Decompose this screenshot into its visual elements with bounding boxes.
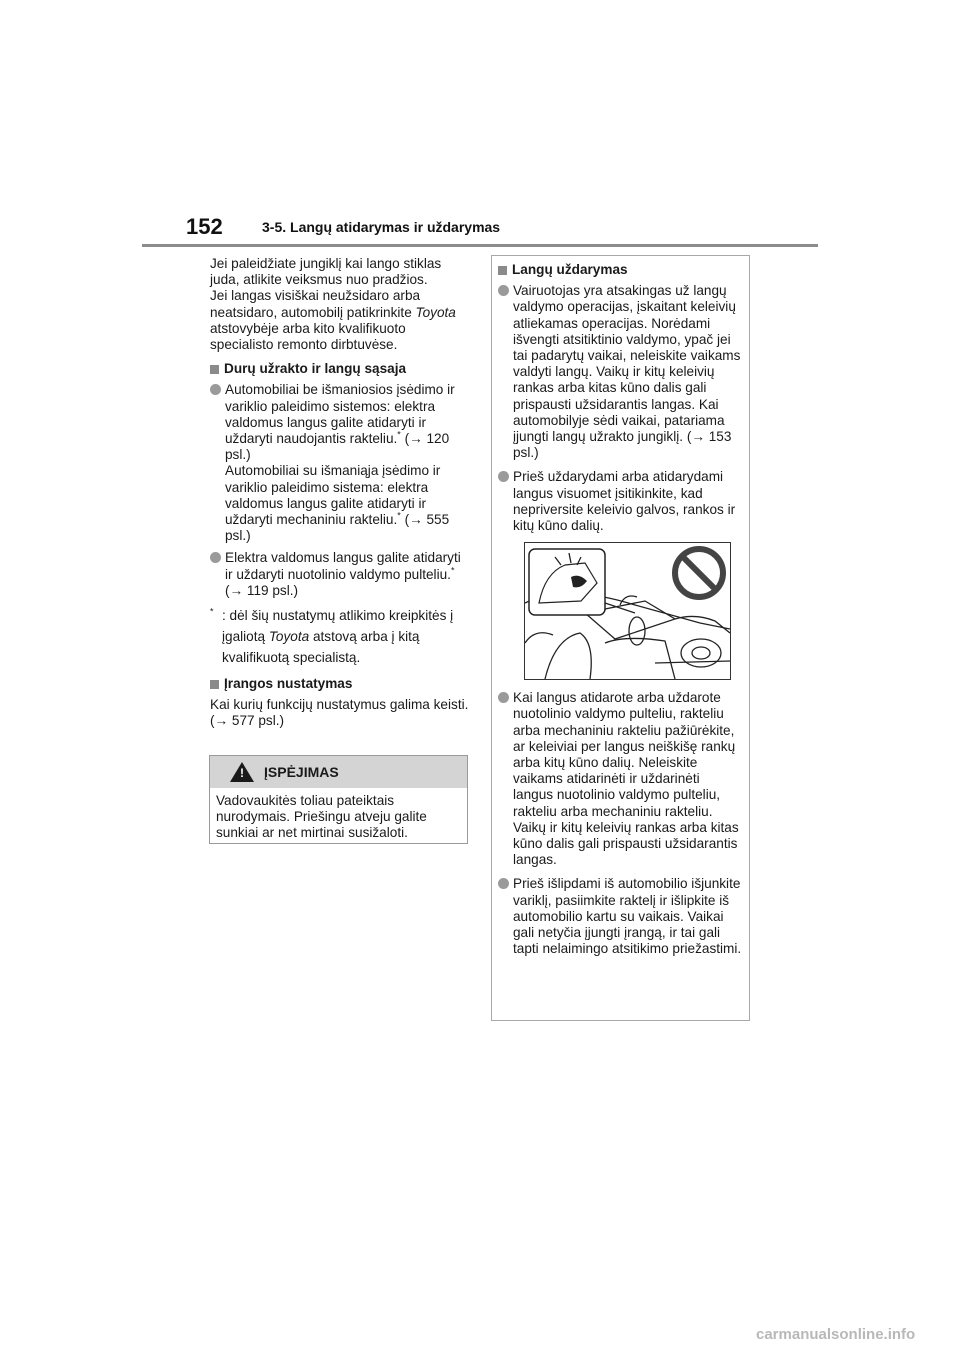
paren: ( xyxy=(686,429,692,445)
warning-body: Vadovaukitės toliau pateiktais nurodymais. Priešingu atveju galite sunkiai ar net mirtinai susižaloti. xyxy=(216,793,427,841)
page-ref-link[interactable]: 120 psl.) xyxy=(225,431,450,463)
car-interior-drawing xyxy=(525,543,730,679)
heading-setup xyxy=(210,676,472,692)
page-ref-link[interactable]: 119 psl.) xyxy=(246,582,299,598)
bullet-text: Vairuotojas yra atsakingas už langų valdymo operacijas, įskaitant keleivių atliekamas operacijas. Norėdami išvengti atsitiktinio valdymo, ypač jei tai padarytų vaikai, neleiskite vaikams valdyti langų. Vaikų ir kitų keleivių rankas arba kitas kūno dalis gali prispausti užsidarantis langas. Kai automobilyje sėdi vaikai, patariama įjungti langų užrakto jungiklį. xyxy=(513,283,741,445)
bullet-text: Prieš uždarydami arba atidarydami langus visuomet įsitikinkite, kad nepriversite keleivio galvos, rankos ir kitų kūno dalių. xyxy=(513,469,736,534)
footnote-post: atstovą arba į kitą kvalifikuotą specialistą. xyxy=(222,629,420,666)
setup-text: Kai kurių funkcijų nustatymus galima keisti. xyxy=(210,697,469,713)
heading-closing-text: Langų uždarymas xyxy=(512,262,628,277)
bullet-check-passengers xyxy=(498,469,743,534)
warning-icon-glyph: ! xyxy=(240,766,244,780)
arrow-icon: → xyxy=(214,713,229,729)
bullet-dot-icon xyxy=(498,471,509,482)
footnote-star: * xyxy=(397,510,401,521)
bullet-remote-warning xyxy=(498,690,743,868)
site-watermark: carmanualsonline.info xyxy=(756,1326,916,1343)
intro2-post: atstovybėje arba kito kvalifikuoto specialisto remonto dirbtuvėse. xyxy=(210,320,406,353)
intro2-text: Jei langas visiškai neužsidaro arba neatsidaro, automobilį patikrinkite xyxy=(210,288,421,320)
bullet-text: Automobiliai su išmaniąja įsėdimo ir variklio paleidimo sistema: elektra valdomus langus galite atidaryti ir uždaryti mechaniniu rakteliu. xyxy=(225,463,441,528)
warning-triangle-icon xyxy=(230,762,254,782)
intro-text: Jei paleidžiate jungiklį kai lango stiklas juda, atlikite veiksmus nuo pradžios. xyxy=(210,256,442,288)
arrow-icon: → xyxy=(409,431,423,447)
footnote-text: : dėl šių nustatymų atlikimo kreipkitės į įgaliotą xyxy=(222,608,454,645)
paren: ( xyxy=(404,431,410,447)
arrow-icon: → xyxy=(229,582,244,598)
bullet-text: Kai langus atidarote arba uždarote nuotolinio valdymo pulteliu, rakteliu arba mechaniniu rakteliu pažiūrėkite, ar keleiviai per langus neiškišę rankų arba kitų kūno dalių. Neleiskite vaikams atidarinėti ir uždarinėti langus nuotolinio valdymo pulteliu, rakteliu arba mechaniniu rakteliu. Vaikų ir kitų keleivių rankas arba kitas kūno dalis gali prispausti užsidarantis langas. xyxy=(513,690,739,868)
section-title: 3-5. Langų atidarymas ir uždarymas xyxy=(262,219,501,235)
page-number: 152 xyxy=(186,214,223,239)
inset-callout xyxy=(529,549,635,615)
page-ref-link[interactable]: 577 psl.) xyxy=(231,713,285,729)
page-ref-link[interactable]: 555 psl.) xyxy=(225,512,450,544)
brand-name: Toyota xyxy=(268,629,310,645)
warning-continuation-box xyxy=(491,255,750,1021)
footnote-star: * xyxy=(210,606,214,617)
square-bullet-icon xyxy=(210,365,219,374)
paren: ( xyxy=(404,512,410,528)
arrow-icon: → xyxy=(691,429,705,445)
brand-name: Toyota xyxy=(415,304,456,320)
bullet-text: Prieš išlipdami iš automobilio išjunkite variklį, pasiimkite raktelį ir išlipkite iš automobilio kartu su vaikais. Vaikai gali netyčia įjungti įrangą, ir tai gali tapti nelaimingo atsitikimo priežastimi. xyxy=(513,876,742,957)
bullet-exit-vehicle xyxy=(498,876,743,957)
bullet-remote xyxy=(210,550,472,599)
warning-box xyxy=(209,755,468,844)
square-bullet-icon xyxy=(498,266,507,275)
footnote-star: * xyxy=(450,565,455,576)
paren: ( xyxy=(210,713,215,729)
bullet-dot-icon xyxy=(498,285,509,296)
heading-setup-text: Įrangos nustatymas xyxy=(224,676,353,692)
bullet-dot-icon xyxy=(210,384,221,395)
prohibition-sign-icon xyxy=(675,549,723,597)
intro-paragraph xyxy=(210,256,472,353)
window-pinch-illustration xyxy=(524,542,731,680)
warning-header xyxy=(210,756,467,788)
paren: ( xyxy=(225,582,230,598)
header-divider xyxy=(142,244,818,247)
bullet-text: Elektra valdomus langus galite atidaryti ir uždaryti nuotolinio valdymo pulteliu. xyxy=(225,550,461,582)
square-bullet-icon xyxy=(210,680,219,689)
heading-closing-windows xyxy=(498,262,743,278)
bullet-dot-icon xyxy=(210,552,221,563)
footnote-star: * xyxy=(397,429,401,440)
footnote xyxy=(210,605,472,668)
left-column xyxy=(210,256,472,738)
arrow-icon: → xyxy=(409,512,423,528)
heading-lock-link xyxy=(210,361,472,377)
warning-title: ĮSPĖJIMAS xyxy=(264,764,339,780)
setup-paragraph xyxy=(210,697,472,729)
heading-lock-text: Durų užrakto ir langų sąsaja xyxy=(224,361,407,377)
bullet-driver-responsibility xyxy=(498,283,743,461)
bullet-dot-icon xyxy=(498,878,509,889)
bullet-dot-icon xyxy=(498,692,509,703)
bullet-text: Automobiliai be išmaniosios įsėdimo ir variklio paleidimo sistemos: elektra valdomus langus galite atidaryti ir uždaryti naudojantis rakteliu. xyxy=(225,382,455,447)
bullet-key-operation xyxy=(210,382,472,544)
page-ref-link[interactable]: 153 psl.) xyxy=(513,429,732,461)
